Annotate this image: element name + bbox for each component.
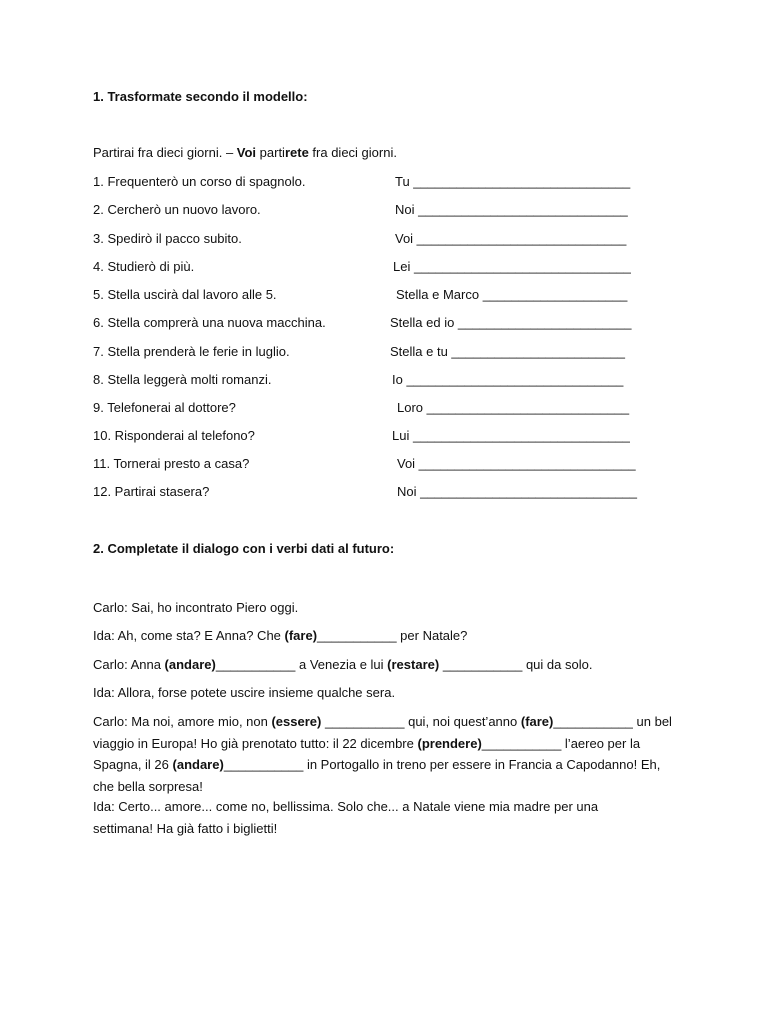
dialog-text: Ida: Certo... amore... come no, bellissima. Solo che... a Natale viene mia madre per una settimana! Ha già fatto i biglietti! [93, 799, 599, 836]
exercise-1-answer-blank: Tu ______________________________ [395, 174, 631, 189]
exercise-1-sentence: 8. Stella leggerà molti romanzi. [93, 372, 272, 387]
dialog-text: ___________ un bel viaggio in Europa! Ho già prenotato tutto: il 22 dicembre [93, 714, 672, 751]
exercise-1-answer-blank: Stella e Marco ____________________ [396, 287, 628, 302]
verb-prompt: (fare) [520, 714, 554, 729]
exercise-1-answer-blank: Voi ______________________________ [397, 456, 636, 471]
dialog-text: ___________ in Portogallo in treno per essere in Francia a Capodanno! Eh, che bella sorpresa! [93, 757, 661, 794]
dialog-text: Carlo: Anna [93, 657, 165, 672]
dialog-text: Ida: Allora, forse potete uscire insieme qualche sera. [93, 685, 396, 700]
dialog-text: ___________ qui, noi quest’anno [321, 714, 521, 729]
exercise-1-sentence: 10. Risponderai al telefono? [93, 428, 255, 443]
dialog-line [93, 711, 681, 797]
exercise-1-answer-blank: Stella e tu ________________________ [390, 344, 625, 359]
exercise-1-answer-blank: Noi ______________________________ [397, 484, 638, 499]
dialog-text: ___________ per Natale? [317, 628, 468, 643]
dialog-line [93, 597, 693, 619]
exercise-1-answer-blank: Lei ______________________________ [393, 259, 631, 274]
exercise-1-sentence: 9. Telefonerai al dottore? [93, 400, 236, 415]
exercise-1-sentence: 5. Stella uscirà dal lavoro alle 5. [93, 287, 277, 302]
model-bold-ending: rete [284, 145, 309, 160]
dialog-text: ___________ a Venezia e lui [215, 657, 388, 672]
model-sentence [93, 145, 397, 161]
dialog-line [93, 625, 693, 647]
dialog-line [93, 796, 653, 839]
exercise-1-sentence: 11. Tornerai presto a casa? [93, 456, 250, 471]
verb-prompt: (restare) [387, 657, 440, 672]
exercise-1-title: 1. Trasformate secondo il modello: [93, 89, 308, 104]
model-mid: parti [256, 145, 285, 160]
model-bold-subject: Voi [236, 145, 257, 160]
dialog-line [93, 682, 693, 704]
exercise-1-sentence: 7. Stella prenderà le ferie in luglio. [93, 344, 290, 359]
exercise-2-title: 2. Completate il dialogo con i verbi dati al futuro: [93, 541, 395, 556]
exercise-1-answer-blank: Io ______________________________ [392, 372, 624, 387]
dialog-text: ___________ qui da solo. [439, 657, 593, 672]
exercise-1-answer-blank: Loro ____________________________ [397, 400, 630, 415]
exercise-1-sentence: 12. Partirai stasera? [93, 484, 210, 499]
exercise-1-sentence: 4. Studierò di più. [93, 259, 195, 274]
exercise-1-sentence: 3. Spedirò il pacco subito. [93, 231, 242, 246]
exercise-1-sentence: 2. Cercherò un nuovo lavoro. [93, 202, 261, 217]
dialog-text: Carlo: Ma noi, amore mio, non [93, 714, 272, 729]
verb-prompt: (andare) [164, 657, 216, 672]
exercise-1-answer-blank: Noi _____________________________ [395, 202, 628, 217]
dialog-text: Carlo: Sai, ho incontrato Piero oggi. [93, 600, 299, 615]
verb-prompt: (essere) [271, 714, 322, 729]
exercise-1-answer-blank: Stella ed io ________________________ [390, 315, 632, 330]
dialog-text: ___________ l’aereo per la Spagna, il 26 [93, 735, 641, 772]
dialog-text: Ida: Ah, come sta? E Anna? Che [93, 628, 285, 643]
verb-prompt: (andare) [172, 757, 224, 772]
verb-prompt: (prendere) [417, 735, 482, 751]
exercise-1-answer-blank: Lui ______________________________ [392, 428, 630, 443]
model-before: Partirai fra dieci giorni. – [93, 145, 237, 160]
model-after: fra dieci giorni. [308, 145, 397, 160]
exercise-1-answer-blank: Voi _____________________________ [395, 231, 627, 246]
dialog-line [93, 654, 693, 676]
verb-prompt: (fare) [284, 628, 318, 643]
exercise-1-sentence: 6. Stella comprerà una nuova macchina. [93, 315, 326, 330]
exercise-1-sentence: 1. Frequenterò un corso di spagnolo. [93, 174, 306, 189]
